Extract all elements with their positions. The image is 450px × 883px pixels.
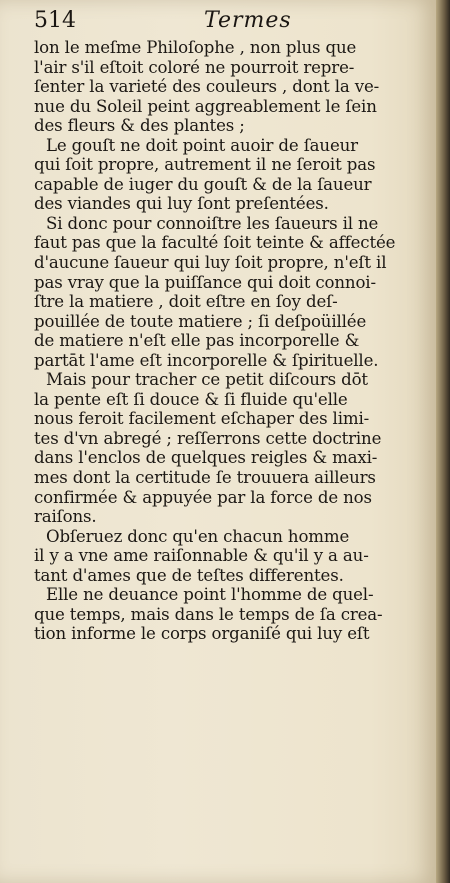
text-line: Si donc pour connoiſtre les ſaueurs il ne <box>46 213 379 233</box>
text-line: des fleurs & des plantes ; <box>34 116 245 136</box>
text-line: Elle ne deuance point l'homme de quel- <box>46 585 374 605</box>
text-line: capable de iuger du gouſt & de la ſaueur <box>34 174 372 194</box>
page-number: 514 <box>34 8 76 33</box>
text-line: partāt l'ame eſt incorporelle & ſpirituelle. <box>34 350 379 370</box>
text-line: qui ſoit propre, autrement il ne ſeroit pas <box>34 155 376 175</box>
text-line: d'aucune ſaueur qui luy ſoit propre, n'eſt il <box>34 253 387 273</box>
text-line: confirmée & appuyée par la force de nos <box>34 487 372 507</box>
text-line: de matiere n'eſt elle pas incorporelle & <box>34 331 360 351</box>
text-line: Mais pour tracher ce petit diſcours dōt <box>46 370 368 390</box>
text-line: Obſeruez donc qu'en chacun homme <box>46 526 350 546</box>
text-line: dans l'enclos de quelques reigles & maxi- <box>34 448 378 468</box>
text-line: pas vray que la puiſſance qui doit connoi- <box>34 272 376 292</box>
text-line: raiſons. <box>34 507 97 527</box>
text-line: pouillée de toute matiere ; ſi deſpoüillée <box>34 311 367 331</box>
text-line: il y a vne ame raiſonnable & qu'il y a au- <box>34 546 369 566</box>
text-line: tant d'ames que de teſtes differentes. <box>34 565 344 585</box>
text-line: des viandes qui luy ſont preſentées. <box>34 194 329 214</box>
text-line: tion informe le corps organiſé qui luy eſt <box>34 624 370 644</box>
text-line: tes d'vn abregé ; reſſerrons cette doctrine <box>34 428 382 448</box>
page-edge <box>436 0 450 883</box>
text-line: faut pas que la faculté ſoit teinte & affectée <box>34 233 396 253</box>
text-line: nous feroit facilement eſchaper des limi- <box>34 409 370 429</box>
text-line: lon le meſme Philoſophe , non plus que <box>34 38 357 57</box>
text-line: l'air s'il eſtoit coloré ne pourroit repre- <box>34 57 355 77</box>
text-line: ſenter la varieté des couleurs , dont la ve- <box>34 77 380 97</box>
text-line: ſtre la matiere , doit eſtre en ſoy deſ- <box>34 292 338 312</box>
running-head: Termes <box>204 8 292 33</box>
text-line: nue du Soleil peint aggreablement le ſein <box>34 96 377 116</box>
page-header <box>34 8 404 38</box>
body-text <box>34 38 419 644</box>
text-line: la pente eſt ſi douce & ſi fluide qu'elle <box>34 389 348 409</box>
text-line: que temps, mais dans le temps de ſa crea- <box>34 604 383 624</box>
text-line: mes dont la certitude ſe trouuera ailleurs <box>34 468 376 488</box>
text-line: Le gouſt ne doit point auoir de ſaueur <box>46 135 358 155</box>
